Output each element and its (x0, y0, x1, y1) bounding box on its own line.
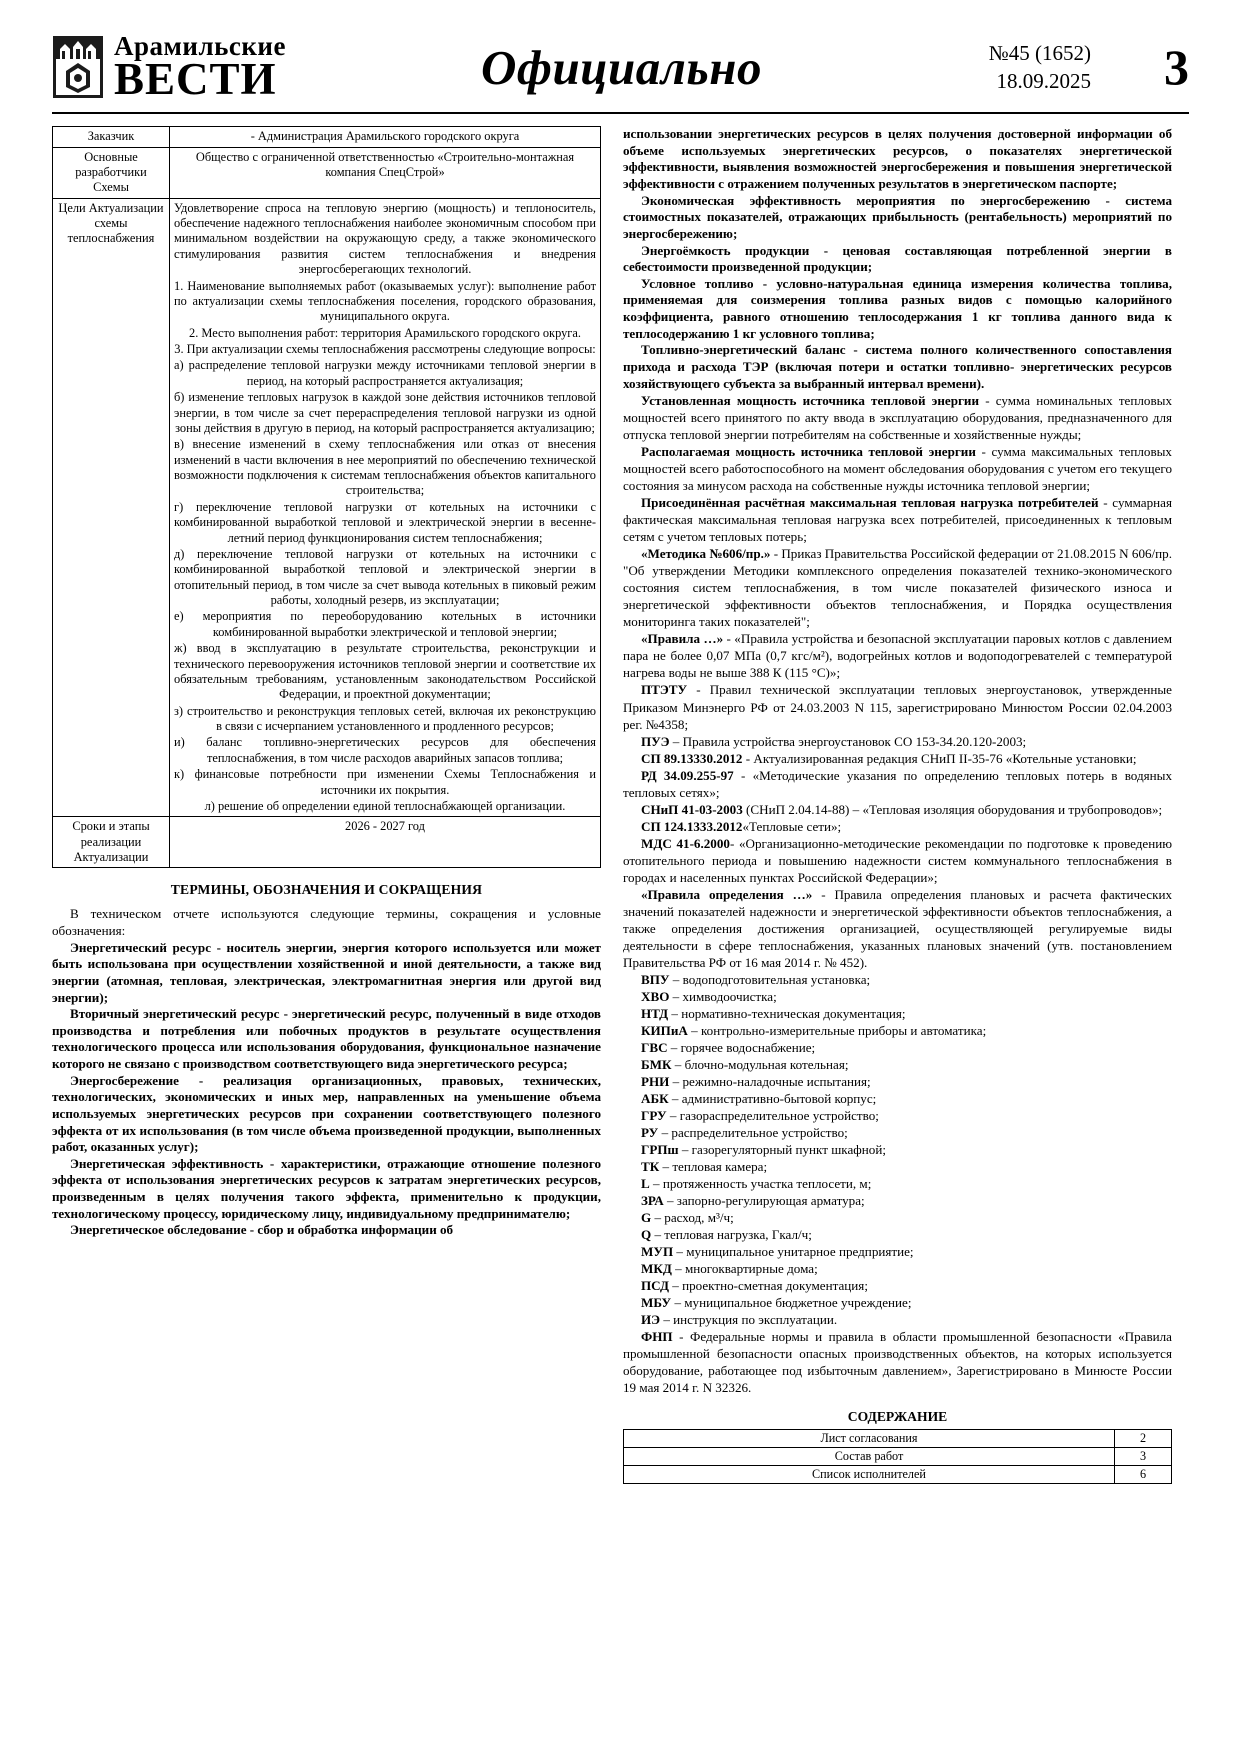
term-definition (623, 681, 1172, 732)
goal-paragraph: к) финансовые потребности при изменении Схемы Теплоснабжения и источники их покрытия. (174, 767, 596, 797)
abbreviation-text: – водоподготовительная установка; (669, 971, 871, 987)
abbreviation-key: ГРПш (641, 1141, 679, 1157)
abbreviation-text: – блочно-модульная котельная; (671, 1056, 849, 1072)
term-text: - суммарная фактическая максимальная тепловая нагрузка всех потребителей, присоединенных к тепловым сетям с учетом тепловых потерь; (623, 495, 1173, 545)
abbreviation-text: – тепловая камера; (659, 1158, 768, 1174)
term-name: «Правила определения …» (641, 886, 813, 902)
abbreviation-text: – расход, м³/ч; (651, 1209, 734, 1225)
term-definition (623, 886, 1172, 971)
goal-paragraph: Удовлетворение спроса на тепловую энергию (мощность) и теплоноситель, обеспечение надежного теплоснабжения наиболее экономичным способом при минимальном воздействии на окружающую среду, а также экономического стимулирования развития систем теплоснабжения и внедрения энергосберегающих технологий. (174, 200, 596, 277)
term-definition (623, 801, 1172, 818)
abbreviation-key: ЗРА (641, 1192, 664, 1208)
term-text: - Правил технической эксплуатации тепловых энергоустановок, утвержденные Приказом Минэнерго РФ от 24.03.2003 N 115, зарегистрировано Минюстом России 02.04.2003 рег. №4358; (623, 682, 1172, 732)
abbreviation-text: – тепловая нагрузка, Гкал/ч; (651, 1226, 812, 1242)
abbreviation-text: – протяженность участка теплосети, м; (649, 1175, 872, 1191)
abbreviation-item (623, 1294, 1172, 1311)
abbreviation-item (623, 1243, 1172, 1260)
goal-paragraph: ж) ввод в эксплуатацию в результате строительства, реконструкции и технического перевооружения источников тепловой энергии и соответствие их обязательным требованиям, установленным законодательством Российской Федерации, и проектной документации; (174, 641, 596, 702)
term-definition (623, 750, 1172, 767)
abbreviation-key: МКД (641, 1261, 672, 1277)
abbreviation-item (623, 1209, 1172, 1226)
term-name: ПТЭТУ (641, 682, 688, 698)
abbreviation-item (623, 971, 1172, 988)
abbreviation-key: ГРУ (641, 1107, 667, 1123)
term-definition (623, 767, 1172, 801)
contents-item-name: Состав работ (624, 1448, 1115, 1466)
table-row (53, 198, 601, 817)
term-definition: Энергетический ресурс - носитель энергии, энергия которого используется или может быть использована при осуществлении хозяйственной и иной деятельности, а также вид энергии (атомная, тепловая, электрическая, электромагнитная энергия или другой вид энергии); (52, 939, 601, 1005)
abbreviation-key: НТД (641, 1005, 669, 1021)
contents-item-page: 6 (1115, 1466, 1172, 1484)
page-number: 3 (1164, 39, 1189, 96)
issue-date: 18.09.2025 (996, 69, 1091, 94)
contents-row (624, 1466, 1172, 1484)
table-row (53, 147, 601, 198)
term-text: - сумма максимальных тепловых мощностей всего работоспособного на момент обследования оборудования с учетом его текущего состояния за минусом расхода на собственные нужды источника тепловой энергии; (623, 444, 1172, 494)
abbreviation-key: ВПУ (641, 971, 670, 987)
abbreviation-text: – горячее водоснабжение; (667, 1039, 816, 1055)
contents-row (624, 1448, 1172, 1466)
term-definition: Вторичный энергетический ресурс - энергетический ресурс, полученный в виде отходов производства и потребления или побочных продуктов в результате осуществления технологического процесса или использования оборудования, функциональное назначение которого не связано с производством соответствующего вида энергетического ресурса; (52, 1006, 601, 1072)
abbreviation-text: – муниципальное бюджетное учреждение; (671, 1295, 912, 1311)
row-value: 2026 - 2027 год (170, 817, 601, 868)
abbreviation-item (623, 1192, 1172, 1209)
abbreviation-key: МУП (641, 1244, 674, 1259)
abbreviation-text: – химводоочистка; (669, 988, 777, 1004)
goal-paragraph: е) мероприятия по переоборудованию котельных в источники комбинированной выработки электрической и тепловой энергии; (174, 609, 596, 639)
term-name: «Правила …» (641, 631, 724, 647)
contents-heading: СОДЕРЖАНИЕ (847, 1409, 948, 1425)
contents-item-page: 2 (1115, 1430, 1172, 1448)
term-definition: Энергоёмкость продукции - ценовая составляющая потребленной энергии в себестоимости произведенной продукции; (623, 242, 1172, 275)
abbreviation-text: – запорно-регулирующая арматура; (663, 1192, 865, 1208)
term-text: - «Правила устройства и безопасной эксплуатации паровых котлов с давлением пара не более 0,07 МПа (0,7 кгс/м²), водогрейных котлов и водоподогревателей с температурой нагрева воды не выше 388 К (115 °С)»; (623, 631, 1172, 681)
abbreviation-text: – инструкция по эксплуатации. (660, 1312, 838, 1328)
abbreviation-key: БМК (641, 1056, 672, 1072)
term-definition (623, 733, 1172, 750)
row-label: Основные разработчики Схемы (53, 147, 170, 198)
abbreviation-text: – многоквартирные дома; (671, 1261, 818, 1277)
abbreviation-key: ИЭ (641, 1312, 661, 1328)
abbreviation-key: АБК (641, 1090, 669, 1106)
term-definition: Энергосбережение - реализация организационных, правовых, технических, технологических, экономических и иных мер, направленных на уменьшение объема используемых энергетических ресурсов при сохранении соответствующего полезного эффекта от их использования (в том числе объема произведенной продукции, выполненных работ, оказанных услуг); (52, 1072, 601, 1155)
publication-name-line1: Арамильские (114, 31, 286, 61)
publication-logo (52, 31, 352, 104)
abbreviation-text: – муниципальное унитарное предприятие; (673, 1244, 914, 1259)
goal-paragraph: в) внесение изменений в схему теплоснабжения или отказ от внесения изменений в части включения в нее мероприятий по обеспечению технической возможности подключения к системам теплоснабжения объектов капитального строительства; (174, 437, 596, 498)
row-label: Заказчик (53, 127, 170, 147)
term-name: Присоединённая расчётная максимальная тепловая нагрузка потребителей (641, 495, 1099, 511)
contents-item-name: Лист согласования (624, 1430, 1115, 1448)
term-text: (СНиП 2.04.14-88) – «Тепловая изоляция оборудования и трубопроводов»; (742, 801, 1163, 817)
definition-continuation: использовании энергетических ресурсов в целях получения достоверной информации об объеме используемых энергетических ресурсов, о показателях энергетической эффективности, выявления возможностей энергосбережения и повышения энергетической эффективности с отражением полученных результатов в энергетическом паспорте; (623, 126, 1172, 192)
term-text: - «Методические указания по определению тепловых потерь в водяных тепловых сетях»; (623, 767, 1172, 800)
term-text: - Правила определения плановых и расчета фактических значений показателей надежности и энергетической эффективности объектов теплоснабжения, а также определения достижения организацией, осуществляющей регулируемые виды деятельности в сфере теплоснабжения, указанных плановых значений (утв. постановлением Правительства РФ от 16 мая 2014 г. № 452). (623, 886, 1172, 970)
abbreviation-item (623, 1073, 1172, 1090)
abbreviation-text: – газорегуляторный пункт шкафной; (678, 1141, 886, 1157)
term-name: Располагаемая мощность источника тепловой энергии (641, 444, 976, 460)
abbreviation-key: ФНП (641, 1329, 673, 1345)
term-text: – Правила устройства энергоустановок СО 153-34.20.120-2003; (669, 733, 1027, 749)
abbreviation-text: - Федеральные нормы и правила в области промышленной безопасности «Правила промышленной безопасности опасных производственных объектов, на которых используется оборудование, работающее под избыточным давлением», Зарегистрировано в Минюсте России 19 мая 2014 г. N 32326. (623, 1329, 1172, 1396)
row-label: Сроки и этапы реализации Актуализации (53, 817, 170, 868)
term-definition: Условное топливо - условно-натуральная единица измерения количества топлива, применяемая для соизмерения топлива разных видов с помощью калорийного коэффициента, равного отношению теплосодержания 1 кг топлива данного вида к теплосодержанию 1 кг условного топлива; (623, 275, 1172, 341)
goal-paragraph: 1. Наименование выполняемых работ (оказываемых услуг): выполнение работ по актуализации схемы теплоснабжения поселения, городского образования, муниципального округа. (174, 278, 596, 324)
row-label: Цели Актуализации схемы теплоснабжения (53, 198, 170, 817)
row-value: - Администрация Арамильского городского округа (170, 127, 601, 147)
goal-paragraph: л) решение об определении единой теплоснабжающей организации. (204, 798, 566, 813)
contents-item-name: Список исполнителей (624, 1466, 1115, 1484)
term-name: МДС 41-6.2000 (641, 835, 730, 851)
contents-table (623, 1429, 1172, 1484)
abbreviation-key: ТК (641, 1158, 660, 1174)
abbreviation-item (623, 1005, 1172, 1022)
abbreviation-item (623, 1039, 1172, 1056)
term-definition: Энергетическое обследование - сбор и обработка информации об (70, 1222, 454, 1238)
goal-paragraph: д) переключение тепловой нагрузки от котельных на источники с комбинированной выработкой тепловой и электрической энергии в отопительный период, в том числе за счет вывода котельных в пиковый режим работы, холодный резерв, из эксплуатации; (174, 546, 596, 608)
term-definition (623, 835, 1172, 886)
abbreviation-text: – газораспределительное устройство; (666, 1107, 879, 1123)
abbreviation-key: L (641, 1175, 650, 1191)
schema-spec-table (52, 126, 601, 868)
abbreviation-key: ПСД (641, 1278, 669, 1294)
abbreviation-item (623, 1311, 1172, 1328)
abbreviation-item (623, 1328, 1172, 1396)
term-definition (623, 392, 1172, 443)
abbreviation-key: МБУ (641, 1295, 672, 1311)
term-definition (623, 630, 1172, 681)
term-definition (623, 818, 1172, 835)
left-column (52, 126, 601, 1484)
goal-paragraph: а) распределение тепловой нагрузки между источниками тепловой энергии в период, на который распространяется актуализация; (174, 358, 596, 388)
abbreviation-item (623, 1175, 1172, 1192)
abbreviation-key: ХВО (641, 988, 670, 1004)
term-definition: Энергетическая эффективность - характеристики, отражающие отношение полезного эффекта от использования энергетических ресурсов к затратам энергетических ресурсов, произведенным в целях получения такого эффекта, применительно к продукции, технологическому процессу, юридическому лицу, индивидуальному предпринимателю; (52, 1155, 601, 1221)
content-columns (0, 114, 1241, 1514)
term-text: «Тепловые сети»; (742, 818, 842, 834)
abbreviation-item (623, 1022, 1172, 1039)
right-column (623, 126, 1172, 1484)
issue-number: №45 (1652) (988, 40, 1091, 65)
term-definition: Экономическая эффективность мероприятия по энергосбережению - система стоимостных показателей, отражающих прибыльность (рентабельность) мероприятий по энергосбережению; (623, 192, 1172, 241)
abbreviation-item (623, 1124, 1172, 1141)
abbreviation-key: ГВС (641, 1039, 668, 1055)
abbreviation-key: РНИ (641, 1073, 670, 1089)
terms-intro: В техническом отчете используются следующие термины, сокращения и условные обозначения: (52, 906, 601, 939)
goal-paragraph: и) баланс топливно-энергетических ресурсов для обеспечения теплоснабжения, в том числе расходов аварийных запасов топлива; (174, 735, 596, 765)
row-value: Общество с ограниченной ответственностью «Строительно-монтажная компания СпецСтрой» (170, 147, 601, 198)
term-definition (623, 545, 1172, 630)
term-text: - Приказ Правительства Российской федерации от 21.08.2015 N 606/пр. "Об утверждении Методики комплексного определения показателей технико-экономического состояния систем теплоснабжения, в том числе показателей физического износа и энергетической эффективности объектов теплоснабжения, и Порядка осуществления мониторинга таких показателей"; (623, 546, 1172, 630)
table-row (53, 127, 601, 147)
goal-paragraph: г) переключение тепловой нагрузки от котельных на источники с комбинированной выработкой тепловой и электрической энергии в весенне-летний период функционирования систем теплоснабжения; (174, 499, 596, 545)
term-definition (623, 443, 1172, 494)
term-name: РД 34.09.255-97 (641, 767, 734, 783)
goal-paragraph: з) строительство и реконструкция тепловых сетей, включая их реконструкцию в связи с исчерпанием установленного и продленного ресурсов; (174, 703, 596, 734)
abbreviation-item (623, 1056, 1172, 1073)
abbreviation-item (623, 1158, 1172, 1175)
table-row (53, 817, 601, 868)
goal-paragraph: б) изменение тепловых нагрузок в каждой зоне действия источников тепловой энергии, в том числе за счет перераспределения тепловой нагрузки из одной зоны действия в другую в период, на который распространяется актуализацию; (174, 390, 596, 435)
issue-info (891, 39, 1091, 96)
term-name: Установленная мощность источника тепловой энергии (641, 393, 980, 409)
abbreviation-text: – нормативно-техническая документация; (668, 1005, 906, 1021)
term-text: - сумма номинальных тепловых мощностей всего принятого по акту ввода в эксплуатацию оборудования, предназначенного для отпуска тепловой энергии потребителям на собственные и хозяйственные нужды; (623, 393, 1172, 443)
terms-section-heading: ТЕРМИНЫ, ОБОЗНАЧЕНИЯ И СОКРАЩЕНИЯ (170, 882, 483, 898)
term-text: - Актуализированная редакция СНиП II-35-76 «Котельные установки; (742, 750, 1137, 766)
abbreviation-item (623, 1226, 1172, 1243)
contents-item-page: 3 (1115, 1448, 1172, 1466)
term-definition: Топливно-энергетический баланс - система полного количественного сопоставления прихода и расхода ТЭР (включая потери и остатки топливно- энергетических ресурсов хозяйствующего субъекта за выбранный интервал времени). (623, 342, 1172, 391)
abbreviation-key: КИПиА (641, 1022, 688, 1038)
abbreviation-key: Q (641, 1226, 652, 1242)
publication-name-line2: ВЕСТИ (114, 53, 277, 104)
goal-paragraph: 2. Место выполнения работ: территория Арамильского городского округа. (189, 325, 581, 340)
abbreviation-text: – режимно-наладочные испытания; (669, 1073, 871, 1089)
abbreviation-key: РУ (641, 1124, 659, 1140)
page-title: Официально (481, 39, 762, 95)
row-value-list (170, 198, 601, 817)
term-name: СНиП 41-03-2003 (641, 801, 743, 817)
abbreviation-text: – проектно-сметная документация; (669, 1278, 868, 1294)
term-name: СП 89.13330.2012 (641, 750, 743, 766)
publication-name (114, 31, 286, 104)
term-definition (623, 494, 1172, 545)
abbreviation-key: G (641, 1209, 652, 1225)
abbreviation-item (623, 1277, 1172, 1294)
contents-row (624, 1430, 1172, 1448)
term-name: «Методика №606/пр.» (641, 546, 771, 562)
goal-paragraph: 3. При актуализации схемы теплоснабжения рассмотрены следующие вопросы: (174, 342, 596, 357)
abbreviation-text: – распределительное устройство; (658, 1124, 848, 1140)
term-name: ПУЭ (641, 733, 670, 749)
masthead (0, 0, 1241, 106)
abbreviation-item (623, 1107, 1172, 1124)
abbreviation-text: – административно-бытовой корпус; (668, 1090, 877, 1106)
abbreviation-item (623, 988, 1172, 1005)
coat-of-arms-icon (52, 35, 104, 99)
abbreviation-item (623, 1141, 1172, 1158)
abbreviation-item (623, 1090, 1172, 1107)
abbreviation-item (623, 1260, 1172, 1277)
abbreviation-text: – контрольно-измерительные приборы и автоматика; (687, 1022, 987, 1038)
term-text: - «Организационно-методические рекомендации по подготовке к проведению отопительного периода и повышению надежности систем коммунального теплоснабжения в городах и населенных пунктах Российской Федерации»; (623, 835, 1173, 885)
term-name: СП 124.1333.2012 (641, 818, 743, 834)
